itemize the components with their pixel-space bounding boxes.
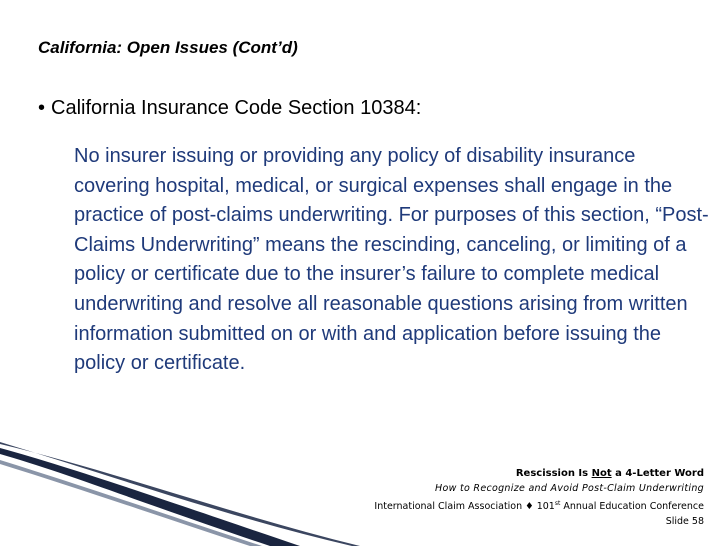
swoosh-dark-stroke [0, 448, 300, 546]
footer-conference: International Claim Association ♦ 101st Annual Education Conference [374, 500, 704, 513]
swoosh-thin-stroke [0, 442, 360, 546]
bullet-heading-text: California Insurance Code Section 10384: [51, 97, 422, 119]
swoosh-light-stroke [0, 460, 262, 546]
slide-number: Slide 58 [665, 516, 704, 528]
footer-presentation-title: Rescission Is Not a 4-Letter Word [515, 468, 704, 479]
slide-title: California: Open Issues (Cont’d) [38, 38, 298, 57]
footer-subtitle: How to Recognize and Avoid Post-Claim Underwriting [435, 483, 704, 494]
footer [374, 466, 704, 529]
bullet-marker: • [38, 97, 46, 119]
decorative-swoosh [0, 440, 360, 546]
statute-quote: No insurer issuing or providing any policy of disability insurance covering hospital, medical, or surgical expenses shall engage in the practice of post-claims underwriting. For purposes of this section, “Post-Claims Underwriting” means the rescinding, canceling, or limiting of a policy or certificate due to the insurer’s failure to complete medical underwriting and resolve all reasonable questions arising from written information submitted on or with and application before issuing the policy or certificate. [74, 145, 709, 375]
bullet-heading [38, 97, 421, 120]
